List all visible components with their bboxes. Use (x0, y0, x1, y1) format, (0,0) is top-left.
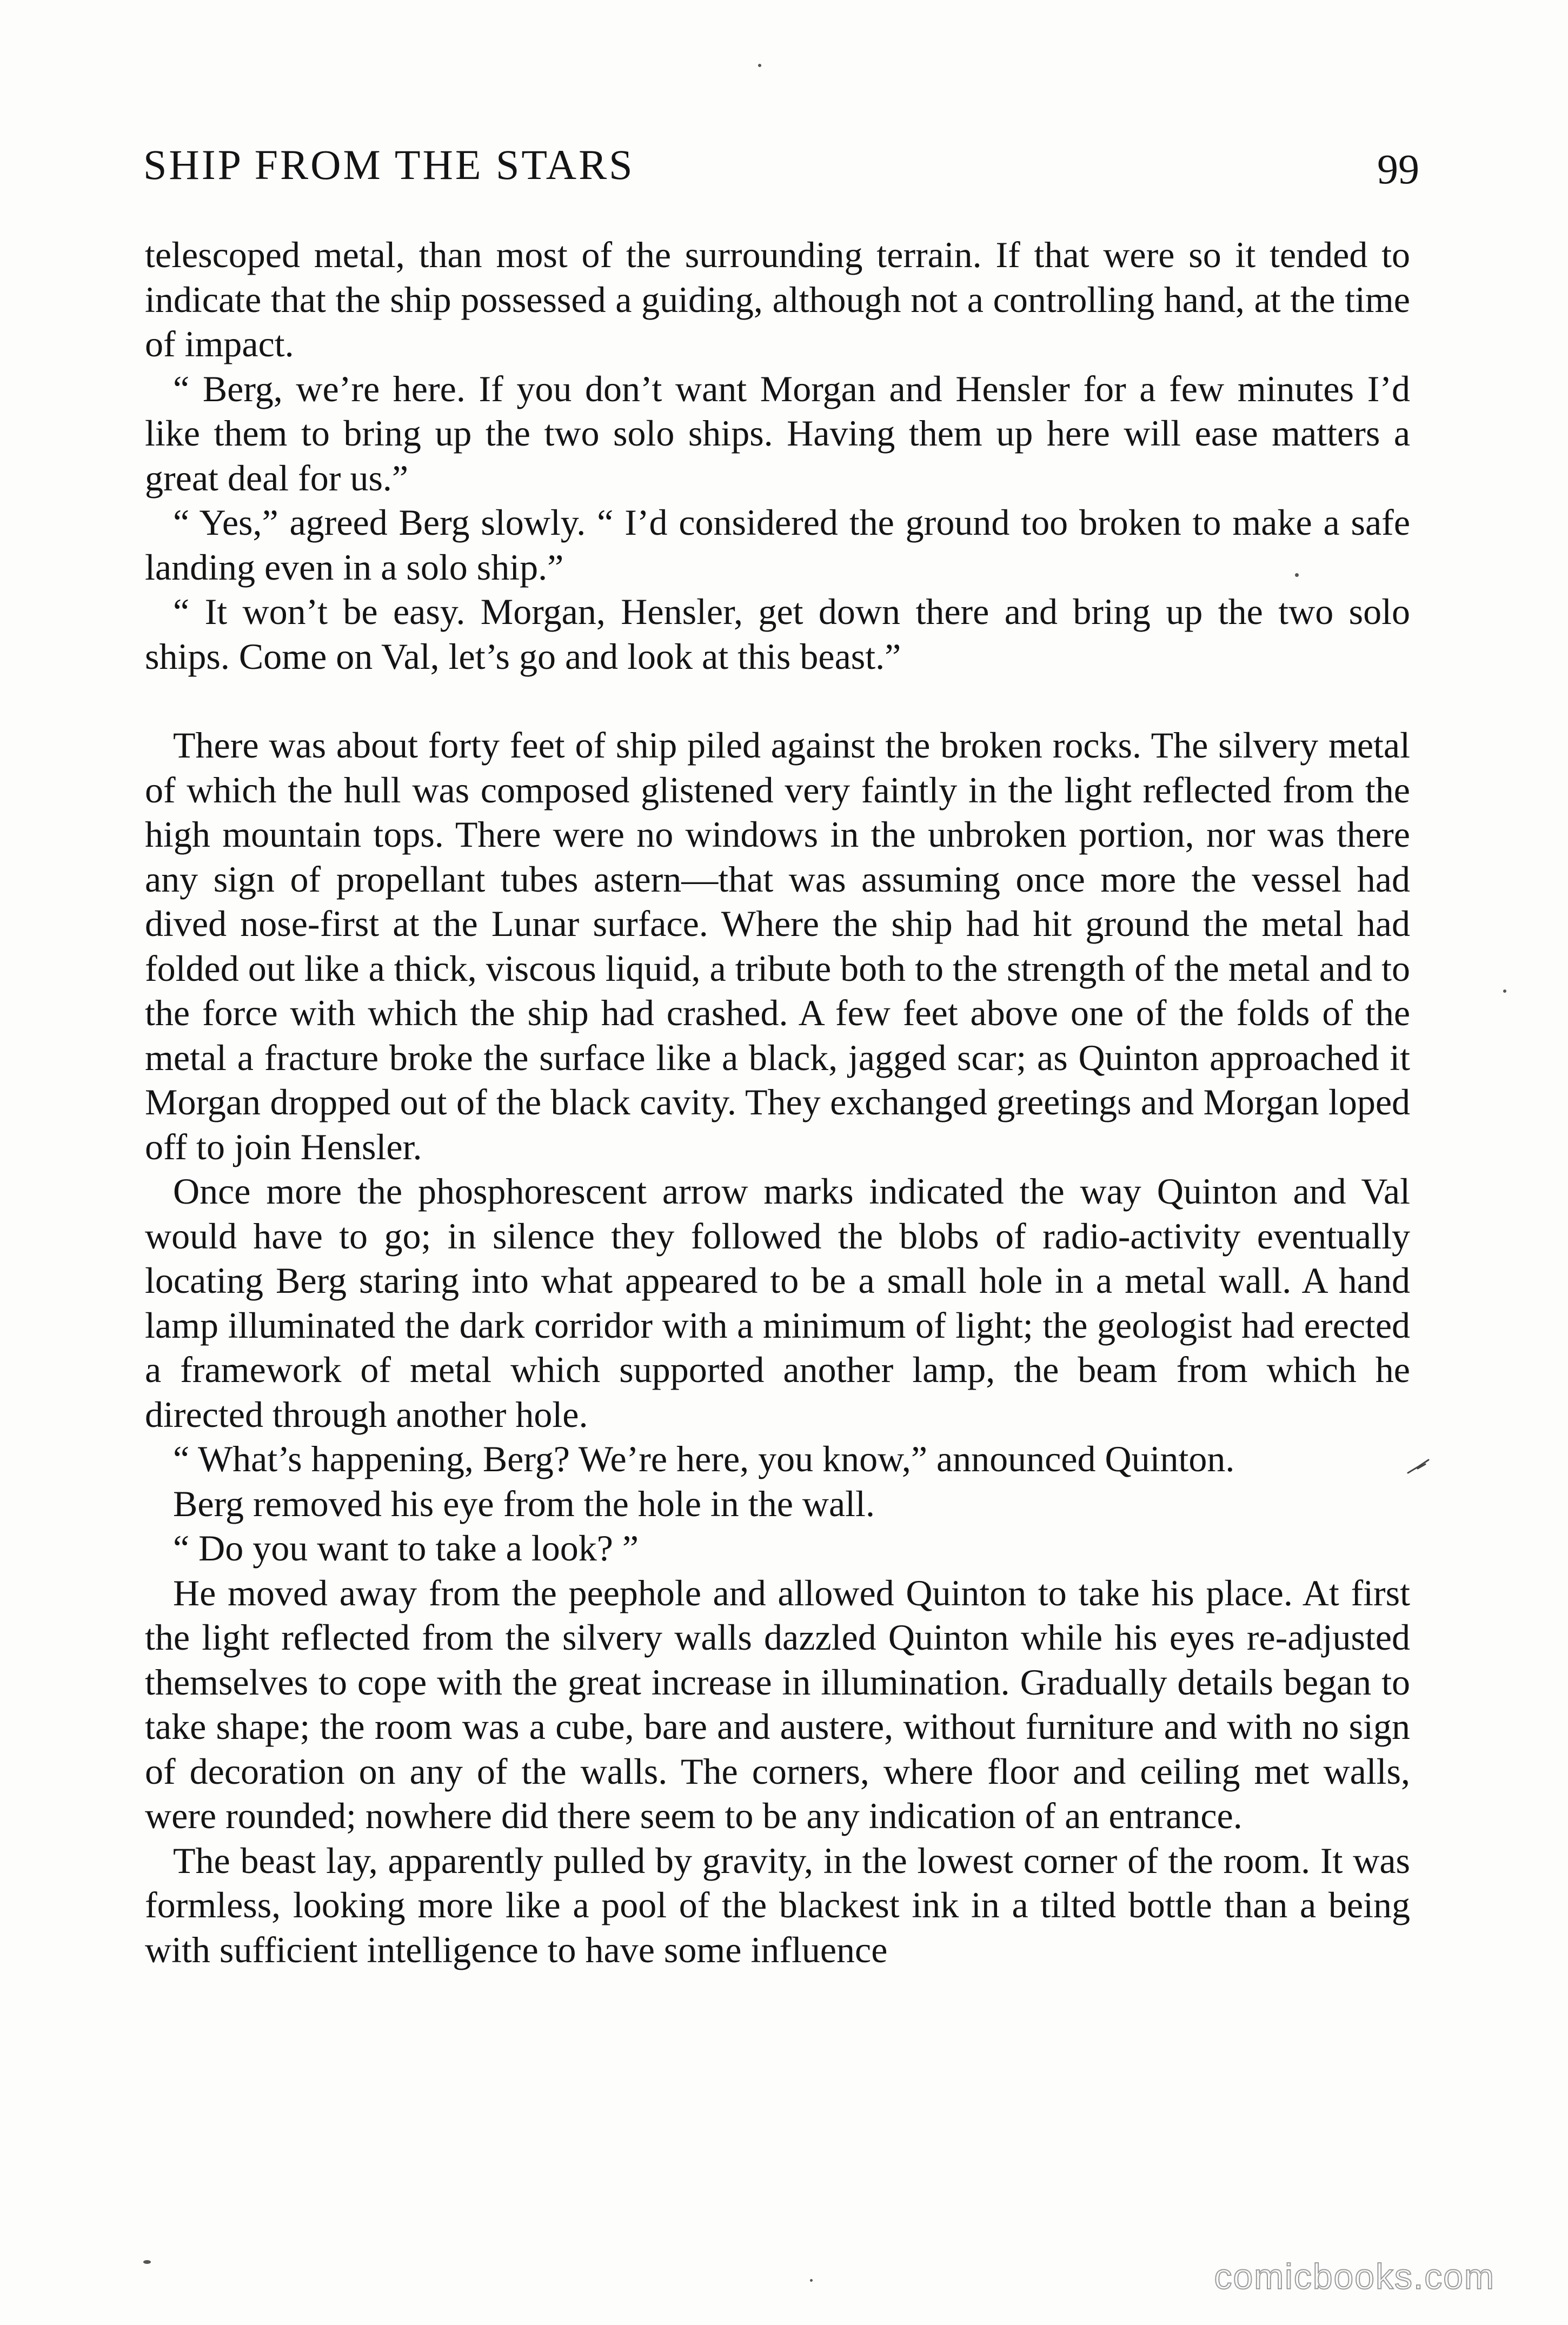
paper-speck (810, 2279, 813, 2282)
running-title: SHIP FROM THE STARS (143, 141, 635, 188)
paragraph: “ What’s happening, Berg? We’re here, you know,” announced Quinton. (173, 1438, 1235, 1479)
paper-speck (758, 64, 761, 67)
paragraph: telescoped metal, than most of the surrounding terrain. If that were so it tended to indicate that the ship possessed a guiding, although not a controlling hand, at the time of impact. (145, 234, 1410, 364)
paragraph: The beast lay, apparently pulled by gravity, in the lowest corner of the room. It was formless, looking more like a pool of the blackest ink in a tilted bottle than a being with sufficient intelligence to have some influence (145, 1839, 1410, 1970)
body-text (145, 232, 1410, 1972)
paragraph: Once more the phosphorescent arrow marks indicated the way Quinton and Val would have to go; in silence they followed the blobs of radio-activity eventually locating Berg staring into what appeared to be a small hole in a metal wall. A hand lamp illuminated the dark corridor with a minimum of light; the geologist had erected a framework of metal which supported another lamp, the beam from which he directed through another hole. (145, 1171, 1410, 1435)
running-head (143, 138, 1419, 197)
paper-speck (1503, 989, 1506, 993)
paragraph: “ Berg, we’re here. If you don’t want Morgan and Hensler for a few minutes I’d like them to bring up the two solo ships. Having them up here will ease matters a great deal for us.” (145, 368, 1410, 499)
watermark: comicbooks.com (1214, 2256, 1495, 2296)
page-number: 99 (1377, 145, 1419, 192)
paragraph: He moved away from the peephole and allowed Quinton to take his place. At first the light reflected from the silvery walls dazzled Quinton while his eyes re-adjusted themselves to cope with the great increase in illumination. Gradually details began to take shape; the room was a cube, bare and austere, without furniture and with no sign of decoration on any of the walls. The corners, where floor and ceiling met walls, were rounded; nowhere did there seem to be any indication of an entrance. (145, 1572, 1410, 1836)
paper-speck (143, 2260, 151, 2264)
paper-speck (1295, 573, 1299, 577)
paragraph: “ It won’t be easy. Morgan, Hensler, get down there and bring up the two solo ships. Come on Val, let’s go and look at this beast.” (145, 591, 1410, 677)
paragraph: “ Do you want to take a look? ” (173, 1527, 639, 1569)
pencil-mark (1407, 1454, 1433, 1476)
paragraph: There was about forty feet of ship piled against the broken rocks. The silvery metal of which the hull was composed glistened very faintly in the light reflected from the high mountain tops. There were no windows in the unbroken portion, nor was there any sign of propellant tubes astern—that was assuming once more the vessel had dived nose-first at the Lunar surface. Where the ship had hit ground the metal had folded out like a thick, viscous liquid, a tribute both to the strength of the metal and to the force with which the ship had crashed. A few feet above one of the folds of the metal a fracture broke the surface like a black, jagged scar; as Quinton approached it Morgan dropped out of the black cavity. They exchanged greetings and Morgan loped off to join Hensler. (145, 725, 1410, 1167)
paragraph: “ Yes,” agreed Berg slowly. “ I’d considered the ground too broken to make a safe landing even in a solo ship.” (145, 502, 1410, 588)
paragraph: Berg removed his eye from the hole in the wall. (173, 1483, 875, 1524)
